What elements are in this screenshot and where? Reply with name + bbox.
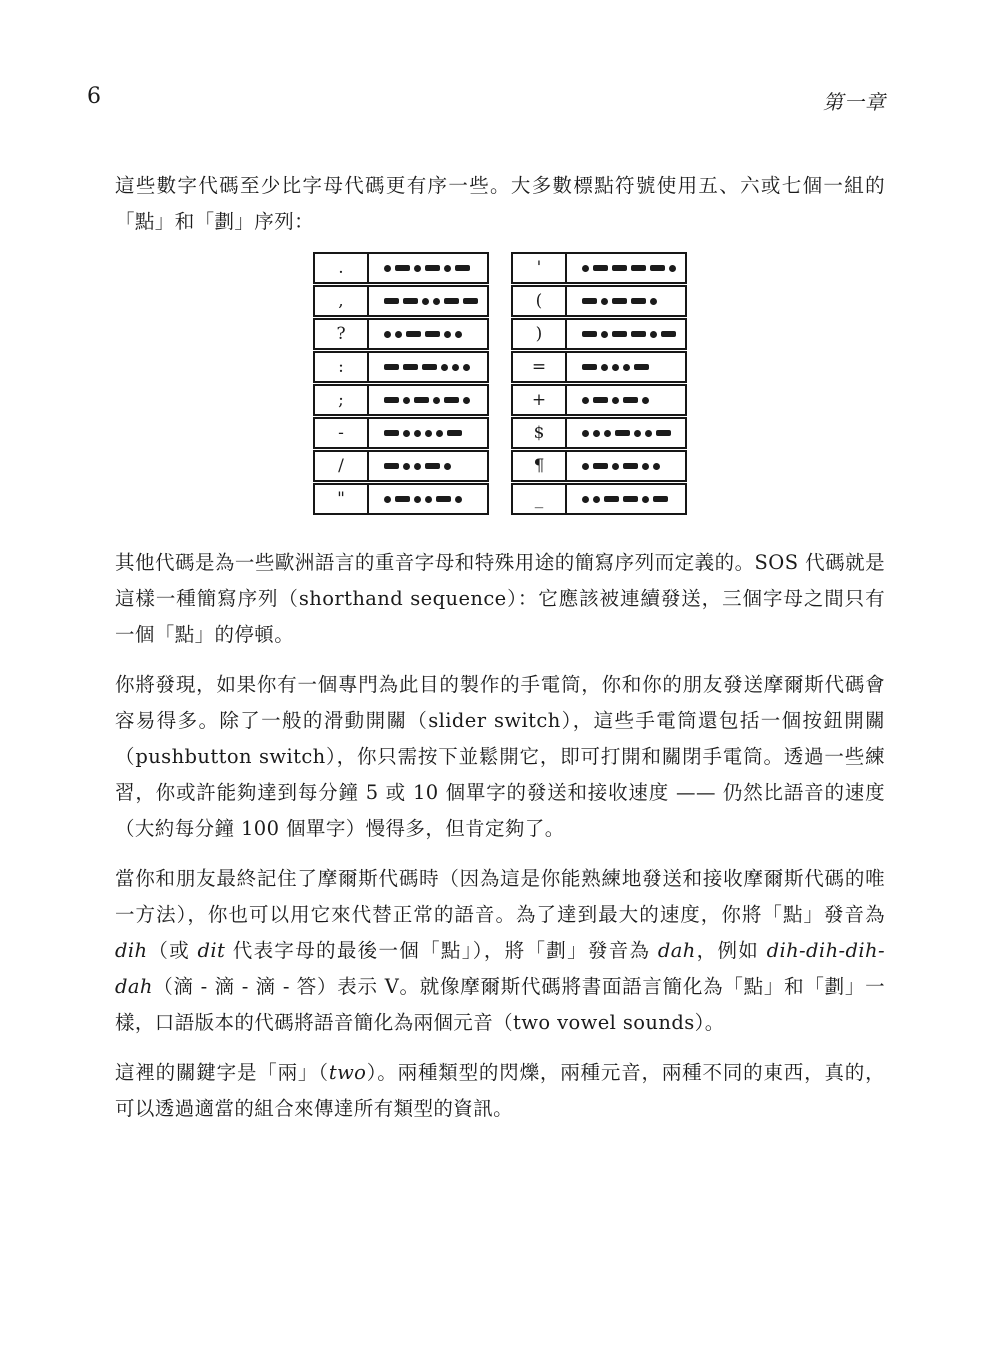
text-run: 你將發現，如果你有一個專門為此目的製作的手電筒，你和你的朋友發送摩爾斯代碼會容易得多。除了一般的滑動開關（slider switch），這些手電筒還包括一個按鈕開關（pushbutton switch），你只需按下並鬆開它，即可打開和關閉手電筒。透過一些練習，你或許能夠達到每分鐘 5 或 10 個單字的發送和接收速度 —— 仍然比語音的速度（大約每分鐘 100 個單字）慢得多，但肯定夠了。	[115, 673, 885, 840]
morse-dot	[414, 463, 421, 470]
morse-cell	[567, 452, 685, 480]
morse-row	[511, 351, 687, 383]
morse-row	[511, 483, 687, 515]
morse-dot	[582, 397, 589, 404]
symbol-cell: $	[513, 419, 567, 447]
symbol-cell: -	[315, 419, 369, 447]
morse-dot	[582, 430, 589, 437]
morse-dot	[422, 298, 429, 305]
morse-dot	[384, 331, 391, 338]
paragraph-flashlight	[115, 667, 885, 847]
morse-dash	[455, 265, 470, 271]
morse-dash	[661, 331, 676, 337]
morse-dot	[582, 265, 589, 272]
morse-dash	[384, 397, 399, 403]
morse-dot	[384, 496, 391, 503]
paragraph-speech	[115, 861, 885, 1041]
morse-dot	[653, 463, 660, 470]
morse-dash	[612, 298, 627, 304]
morse-dash	[631, 265, 646, 271]
morse-dash	[414, 397, 429, 403]
paragraph-intro	[115, 168, 885, 240]
morse-dash	[615, 430, 630, 436]
morse-dash	[403, 298, 418, 304]
morse-row	[511, 384, 687, 416]
morse-row	[313, 318, 489, 350]
morse-dash	[634, 364, 649, 370]
morse-dash	[444, 397, 459, 403]
morse-dot	[669, 265, 676, 272]
morse-dot	[414, 496, 421, 503]
morse-dash	[650, 265, 665, 271]
symbol-cell: ?	[315, 320, 369, 348]
morse-row	[511, 450, 687, 482]
morse-dash	[422, 364, 437, 370]
morse-dot	[444, 331, 451, 338]
morse-dot	[403, 463, 410, 470]
morse-dot	[601, 298, 608, 305]
text-run: 代表字母的最後一個「點」），將「劃」發音為	[225, 939, 658, 962]
morse-dot	[414, 430, 421, 437]
symbol-cell: ¶	[513, 452, 567, 480]
morse-dot	[642, 496, 649, 503]
morse-dot	[642, 397, 649, 404]
morse-dash	[623, 496, 638, 502]
paragraph-two	[115, 1055, 885, 1127]
symbol-cell: (	[513, 287, 567, 315]
morse-dot	[441, 364, 448, 371]
morse-dash	[395, 496, 410, 502]
text-run: （滴 - 滴 - 滴 - 答）表示 V。就像摩爾斯代碼將書面語言簡化為「點」和「劃」一樣，口語版本的代碼將語音簡化為兩個元音（two vowel sounds）。	[115, 975, 885, 1034]
symbol-cell: :	[315, 353, 369, 381]
morse-dash	[582, 364, 597, 370]
morse-dot	[593, 496, 600, 503]
symbol-cell: )	[513, 320, 567, 348]
morse-cell	[369, 485, 487, 513]
morse-row	[511, 318, 687, 350]
morse-dot	[444, 265, 451, 272]
morse-dash	[582, 298, 597, 304]
morse-row	[313, 351, 489, 383]
morse-dash	[425, 265, 440, 271]
morse-dash	[604, 496, 619, 502]
text-run: ，例如	[695, 939, 767, 962]
morse-dot	[634, 430, 641, 437]
morse-row	[313, 450, 489, 482]
italic-text-run: dih	[115, 939, 148, 962]
morse-dash	[593, 463, 608, 469]
italic-text-run: dit	[197, 939, 226, 962]
morse-dash	[653, 496, 668, 502]
morse-dot	[436, 430, 443, 437]
morse-dash	[593, 265, 608, 271]
page-body	[115, 168, 885, 1127]
morse-cell	[369, 287, 487, 315]
morse-dash	[425, 463, 440, 469]
symbol-cell: =	[513, 353, 567, 381]
paragraph-shorthand	[115, 545, 885, 653]
morse-dash	[612, 265, 627, 271]
morse-dot	[612, 364, 619, 371]
morse-dot	[384, 265, 391, 272]
morse-row	[313, 417, 489, 449]
morse-dash	[444, 298, 459, 304]
morse-dot	[395, 331, 402, 338]
chapter-title: 第一章	[823, 90, 886, 114]
morse-dot	[414, 265, 421, 272]
morse-dot	[444, 463, 451, 470]
text-run: 這裡的關鍵字是「兩」（	[115, 1061, 329, 1084]
text-run: 這些數字代碼至少比字母代碼更有序一些。大多數標點符號使用五、六或七個一組的「點」和「劃」序列：	[115, 174, 885, 233]
morse-cell	[567, 320, 685, 348]
italic-text-run: dih-dih-dih-dah	[115, 939, 885, 998]
morse-dot	[601, 364, 608, 371]
morse-cell	[567, 254, 685, 282]
morse-dot	[433, 298, 440, 305]
symbol-cell: +	[513, 386, 567, 414]
morse-dot	[612, 397, 619, 404]
morse-dash	[395, 265, 410, 271]
morse-dot	[642, 463, 649, 470]
morse-dash	[384, 364, 399, 370]
morse-cell	[369, 386, 487, 414]
morse-dot	[582, 463, 589, 470]
morse-table-left	[313, 252, 489, 515]
morse-dot	[623, 364, 630, 371]
symbol-cell: /	[315, 452, 369, 480]
morse-cell	[567, 419, 685, 447]
morse-dot	[403, 397, 410, 404]
symbol-cell: '	[513, 254, 567, 282]
morse-dash	[403, 364, 418, 370]
morse-dot	[601, 331, 608, 338]
morse-cell	[567, 353, 685, 381]
morse-dash	[384, 298, 399, 304]
morse-row	[511, 417, 687, 449]
morse-cell	[567, 386, 685, 414]
morse-dash	[436, 496, 451, 502]
morse-row	[511, 285, 687, 317]
morse-cell	[369, 419, 487, 447]
morse-dot	[582, 496, 589, 503]
morse-dot	[463, 364, 470, 371]
morse-dot	[455, 331, 462, 338]
morse-dash	[612, 331, 627, 337]
text-run: （或	[147, 939, 198, 962]
morse-dash	[623, 463, 638, 469]
morse-dash	[631, 298, 646, 304]
morse-dash	[623, 397, 638, 403]
symbol-cell: ;	[315, 386, 369, 414]
morse-dot	[604, 430, 611, 437]
morse-dash	[582, 331, 597, 337]
morse-dash	[425, 331, 440, 337]
morse-dot	[650, 298, 657, 305]
symbol-cell: ,	[315, 287, 369, 315]
morse-dot	[463, 397, 470, 404]
morse-dot	[593, 430, 600, 437]
morse-dash	[593, 397, 608, 403]
morse-dot	[452, 364, 459, 371]
morse-row	[313, 483, 489, 515]
morse-cell	[369, 452, 487, 480]
morse-cell	[567, 485, 685, 513]
morse-dot	[425, 496, 432, 503]
morse-cell	[567, 287, 685, 315]
morse-table-right	[511, 252, 687, 515]
text-run: 當你和朋友最終記住了摩爾斯代碼時（因為這是你能熟練地發送和接收摩爾斯代碼的唯一方法），你也可以用它來代替正常的語音。為了達到最大的速度，你將「點」發音為	[115, 867, 885, 926]
text-run: ）。兩種類型的閃爍，兩種元音，兩種不同的東西，真的，可以透過適當的組合來傳達所有類型的資訊。	[115, 1061, 885, 1120]
morse-row	[511, 252, 687, 284]
morse-dot	[645, 430, 652, 437]
morse-cell	[369, 353, 487, 381]
morse-row	[313, 285, 489, 317]
italic-text-run: dah	[657, 939, 696, 962]
symbol-cell: .	[315, 254, 369, 282]
morse-dash	[384, 463, 399, 469]
morse-row	[313, 384, 489, 416]
morse-dash	[631, 331, 646, 337]
symbol-cell: "	[315, 485, 369, 513]
morse-cell	[369, 254, 487, 282]
morse-dot	[433, 397, 440, 404]
morse-row	[313, 252, 489, 284]
morse-tables	[115, 252, 885, 515]
morse-dash	[447, 430, 462, 436]
symbol-cell: _	[513, 485, 567, 513]
text-run: 其他代碼是為一些歐洲語言的重音字母和特殊用途的簡寫序列而定義的。SOS 代碼就是這樣一種簡寫序列（shorthand sequence）：它應該被連續發送，三個字母之間只有一個「點」的停頓。	[115, 551, 885, 646]
morse-cell	[369, 320, 487, 348]
morse-dot	[455, 496, 462, 503]
morse-dash	[406, 331, 421, 337]
italic-text-run: two	[328, 1061, 367, 1084]
morse-dash	[463, 298, 478, 304]
page-number: 6	[87, 84, 101, 109]
morse-dot	[425, 430, 432, 437]
morse-dash	[656, 430, 671, 436]
morse-dot	[612, 463, 619, 470]
morse-dash	[384, 430, 399, 436]
morse-dot	[403, 430, 410, 437]
morse-dot	[650, 331, 657, 338]
